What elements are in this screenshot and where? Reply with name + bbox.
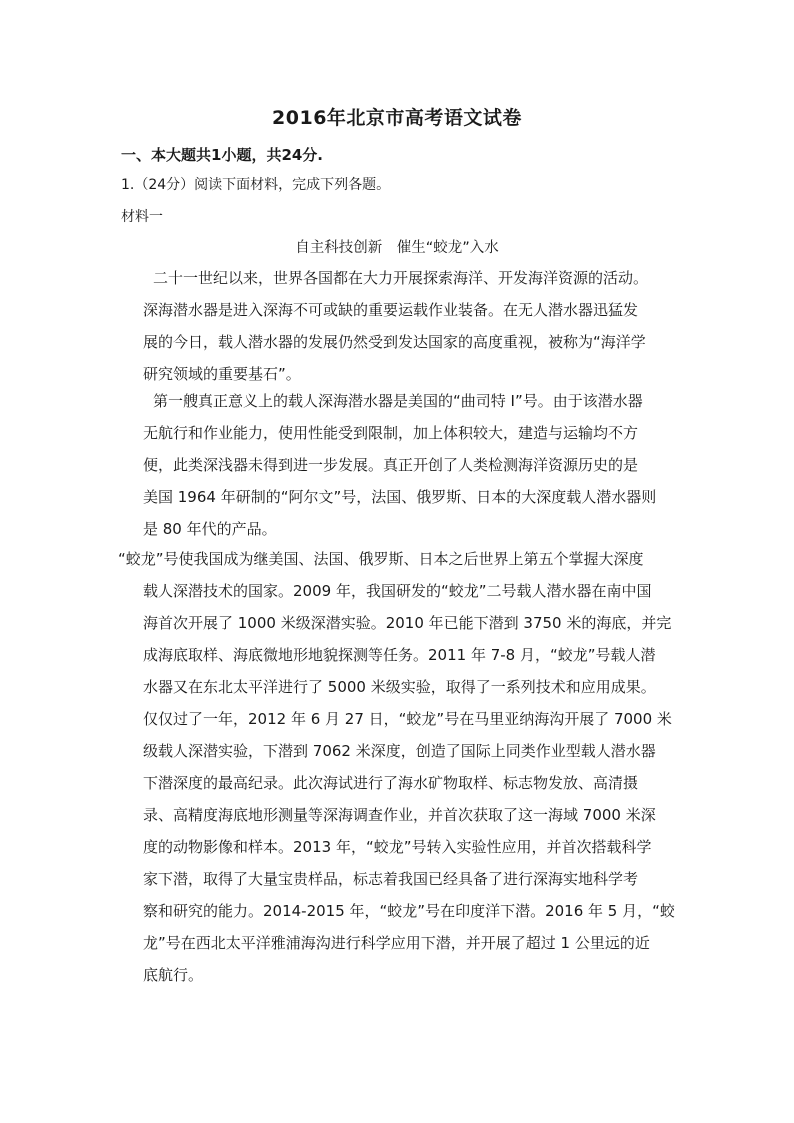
paragraph-line: 仅仅过了一年，2012 年 6 月 27 日，“蛟龙”号在马里亚纳海沟开展了 7000 米 [143,710,672,728]
paragraph-line: 下潜深度的最高纪录。此次海试进行了海水矿物取样、标志物发放、高清摄 [143,774,639,792]
paragraph-line: 便，此类深浅器未得到进一步发展。真正开创了人类检测海洋资源历史的是 [143,456,639,474]
paragraph-line: 底航行。 [143,966,204,984]
paragraph-line: 级载人深潜实验，下潜到 7062 米深度，创造了国际上同类作业型载人潜水器 [143,742,656,760]
paragraph-line: 无航行和作业能力，使用性能受到限制，加上体积较大，建造与运输均不方 [143,424,639,442]
paragraph-line: 是 80 年代的产品。 [143,520,277,538]
paragraph-line: 深海潜水器是进入深海不可或缺的重要运载作业装备。在无人潜水器迅猛发 [143,301,639,319]
paragraph-1 [143,262,675,390]
paragraph-line: 成海底取样、海底微地形地貌探测等任务。2011 年 7-8 月，“蛟龙”号载人潜 [143,646,656,664]
paragraph-line: 录、高精度海底地形测量等深海调查作业，并首次获取了这一海域 7000 米深 [143,806,656,824]
paragraph-line: 家下潜，取得了大量宝贵样品，标志着我国已经具备了进行深海实地科学考 [143,870,639,888]
paragraph-line: 研究领域的重要基石”。 [143,365,301,383]
paragraph-line: 美国 1964 年研制的“阿尔文”号，法国、俄罗斯、日本的大深度载人潜水器则 [143,488,657,506]
paragraph-line: 载人深潜技术的国家。2009 年，我国研发的“蛟龙”二号载人潜水器在南中国 [143,582,652,600]
paragraph-line: 二十一世纪以来，世界各国都在大力开展探索海洋、开发海洋资源的活动。 [153,269,649,287]
paragraph-line: 海首次开展了 1000 米级深潜实验。2010 年已能下潜到 3750 米的海底，并完 [143,614,672,632]
paragraph-2 [143,385,675,545]
question-prompt: 1.（24分）阅读下面材料，完成下列各题。 [121,177,391,193]
paragraph-line: 察和研究的能力。2014-2015 年，“蛟龙”号在印度洋下潜。2016 年 5 月，“蛟 [143,902,675,920]
section-heading: 一、本大题共1小题，共24分. [121,146,324,164]
paragraph-line: 龙”号在西北太平洋雅浦海沟进行科学应用下潜，并开展了超过 1 公里远的近 [143,934,650,952]
exam-title: 2016年北京市高考语文试卷 [272,107,522,129]
paragraph-line: 度的动物影像和样本。2013 年，“蛟龙”号转入实验性应用，并首次搭载科学 [143,838,652,856]
paragraph-3 [118,543,675,991]
article-title: 自主科技创新 催生“蛟龙”入水 [295,240,499,256]
material-label: 材料一 [121,209,163,225]
paragraph-line: 水器又在东北太平洋进行了 5000 米级实验，取得了一系列技术和应用成果。 [143,678,656,696]
paragraph-line: 第一艘真正意义上的载人深海潜水器是美国的“曲司特 Ⅰ”号。由于该潜水器 [153,392,643,410]
paragraph-line: 展的今日，载人潜水器的发展仍然受到发达国家的高度重视，被称为“海洋学 [143,333,646,351]
paragraph-lead-line: “蛟龙”号使我国成为继美国、法国、俄罗斯、日本之后世界上第五个掌握大深度 [118,550,644,568]
